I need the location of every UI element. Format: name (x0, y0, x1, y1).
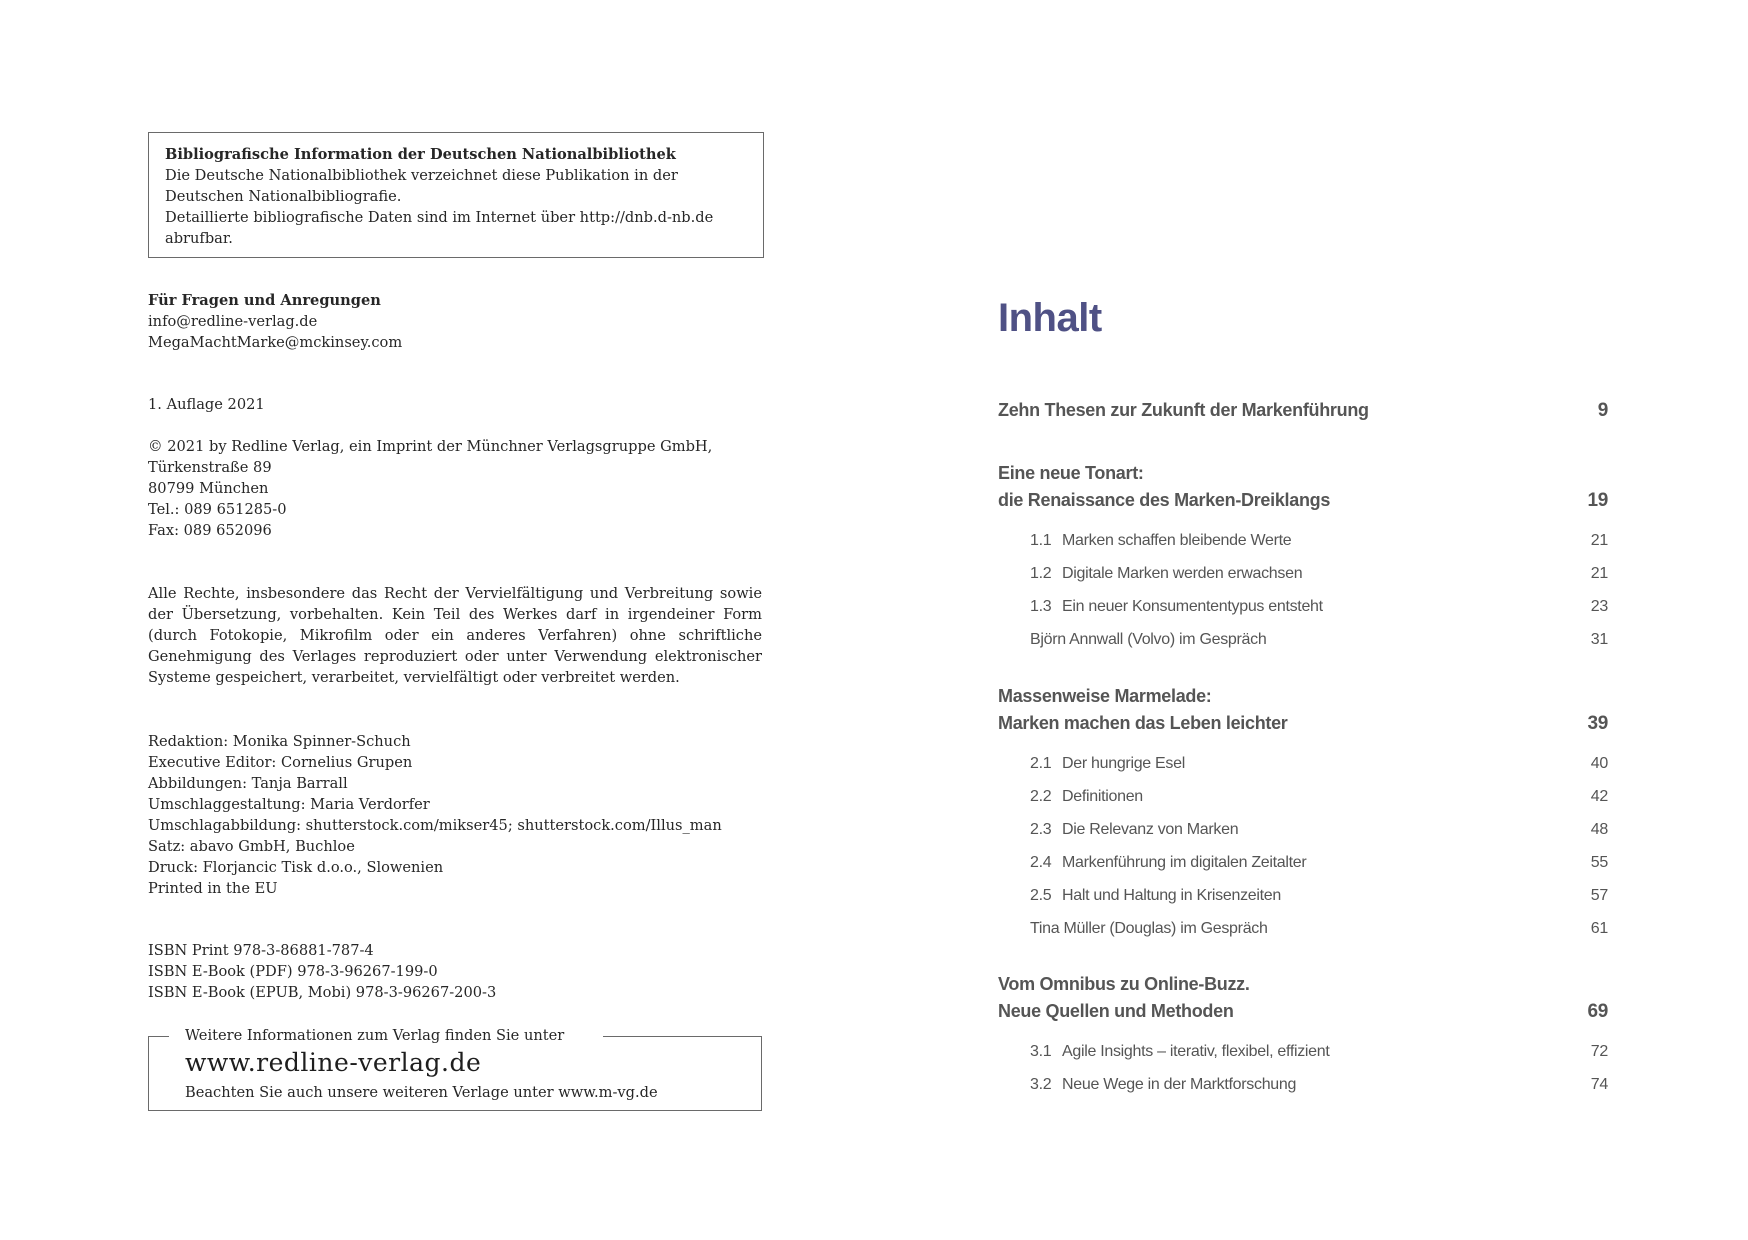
credit-line: Printed in the EU (148, 880, 278, 897)
credit-line: Redaktion: Monika Spinner-Schuch (148, 733, 411, 750)
entry-title: Ein neuer Konsumententypus entsteht (1062, 598, 1323, 615)
chapter-title: Marken machen das Leben leichter (998, 713, 1288, 733)
toc-entry[interactable] (1030, 1074, 1608, 1096)
entry-number: 2.4 (1030, 854, 1052, 871)
chapter-page-number: 69 (1587, 1001, 1608, 1022)
biblio-line: abrufbar. (165, 230, 233, 247)
entry-title: Agile Insights – iterativ, flexibel, effizient (1062, 1043, 1330, 1060)
entry-page-number: 55 (1590, 854, 1608, 871)
address-line: 80799 München (148, 480, 269, 497)
entry-title: Die Relevanz von Marken (1062, 821, 1239, 838)
contact-email: MegaMachtMarke@mckinsey.com (148, 334, 403, 351)
toc-entry[interactable] (1030, 596, 1608, 618)
edition-line: 1. Auflage 2021 (148, 396, 265, 413)
toc-entry[interactable] (1030, 852, 1608, 874)
rights-text: Alle Rechte, insbesondere das Recht der Vervielfältigung und Verbreitung sowie der Übersetzung, vorbehalten. Kein Teil des Werkes darf in irgendeiner Form (durch Fotokopie, Mikrofilm oder ein anderes Verfahren) ohne schriftliche Genehmigung des Verlages reproduziert oder unter Verwendung elektronischer Systeme gespeichert, verarbeitet, vervielfältigt oder verbreitet werden. (148, 585, 762, 686)
entry-number: 1.1 (1030, 532, 1052, 549)
credits-block (148, 731, 762, 899)
isbn-line: ISBN Print 978-3-86881-787-4 (148, 942, 374, 959)
toc-chapter[interactable] (998, 971, 1608, 1025)
entry-number: 2.2 (1030, 788, 1052, 805)
credit-line: Executive Editor: Cornelius Grupen (148, 754, 413, 771)
publisher-info-box (148, 1027, 762, 1111)
biblio-line: Die Deutsche Nationalbibliothek verzeichnet diese Publikation in der (165, 167, 678, 184)
entry-page-number: 74 (1590, 1076, 1608, 1093)
chapter-title: Massenweise Marmelade: (998, 686, 1212, 706)
credit-line: Satz: abavo GmbH, Buchloe (148, 838, 355, 855)
entry-title: Digitale Marken werden erwachsen (1062, 565, 1303, 582)
entry-number: 3.1 (1030, 1043, 1052, 1060)
bibliographic-info-box (148, 132, 764, 258)
chapter-title: Zehn Thesen zur Zukunft der Markenführung (998, 400, 1369, 420)
contact-heading: Für Fragen und Anregungen (148, 292, 381, 309)
credit-line: Druck: Florjancic Tisk d.o.o., Slowenien (148, 859, 444, 876)
entry-number: 2.3 (1030, 821, 1052, 838)
chapter-page-number: 19 (1587, 490, 1608, 511)
entry-page-number: 72 (1590, 1043, 1608, 1060)
chapter-title: Vom Omnibus zu Online-Buzz. (998, 974, 1250, 994)
entry-page-number: 31 (1590, 631, 1608, 648)
toc-title: Inhalt (998, 296, 1102, 340)
rights-paragraph (148, 583, 762, 688)
address-line: Türkenstraße 89 (148, 459, 272, 476)
toc-entry[interactable] (1030, 753, 1608, 775)
entry-page-number: 42 (1590, 788, 1608, 805)
biblio-line: Detaillierte bibliografische Daten sind im Internet über http://dnb.d-nb.de (165, 209, 714, 226)
chapter-page-number: 9 (1597, 400, 1608, 421)
credit-line: Abbildungen: Tanja Barrall (148, 775, 348, 792)
toc-entry[interactable] (1030, 918, 1608, 940)
toc-entry[interactable] (1030, 629, 1608, 651)
box-border (149, 1036, 169, 1037)
chapter-title: die Renaissance des Marken-Dreiklangs (998, 490, 1331, 510)
box-border (603, 1036, 761, 1037)
imprint-page (148, 0, 762, 1240)
isbn-block (148, 940, 762, 1003)
toc-chapter[interactable] (998, 460, 1608, 514)
toc-entry[interactable] (1030, 786, 1608, 808)
entry-page-number: 48 (1590, 821, 1608, 838)
contact-block (148, 290, 762, 353)
biblio-line: Deutschen Nationalbibliografie. (165, 188, 402, 205)
entry-number: 3.2 (1030, 1076, 1052, 1093)
address-line: Fax: 089 652096 (148, 522, 272, 539)
toc-chapter[interactable] (998, 397, 1608, 424)
entry-number: 2.5 (1030, 887, 1052, 904)
info-note: Beachten Sie auch unsere weiteren Verlage unter www.m-vg.de (185, 1084, 658, 1101)
credit-line: Umschlagabbildung: shutterstock.com/mikser45; shutterstock.com/Illus_man (148, 817, 722, 834)
entry-number: 1.3 (1030, 598, 1052, 615)
entry-title: Halt und Haltung in Krisenzeiten (1062, 887, 1281, 904)
entry-title: Der hungrige Esel (1062, 755, 1185, 772)
chapter-title: Eine neue Tonart: (998, 463, 1144, 483)
toc-chapter[interactable] (998, 683, 1608, 737)
entry-page-number: 57 (1590, 887, 1608, 904)
biblio-heading: Bibliografische Information der Deutschen Nationalbibliothek (165, 146, 676, 163)
entry-title: Björn Annwall (Volvo) im Gespräch (1030, 631, 1267, 648)
toc-entry[interactable] (1030, 885, 1608, 907)
toc-entry[interactable] (1030, 530, 1608, 552)
entry-title: Neue Wege in der Marktforschung (1062, 1076, 1297, 1093)
entry-page-number: 61 (1590, 920, 1608, 937)
entry-title: Marken schaffen bleibende Werte (1062, 532, 1292, 549)
chapter-page-number: 39 (1587, 713, 1608, 734)
toc-entry[interactable] (1030, 563, 1608, 585)
contact-email: info@redline-verlag.de (148, 313, 318, 330)
publisher-address (148, 436, 762, 541)
toc-entry[interactable] (1030, 1041, 1608, 1063)
info-legend: Weitere Informationen zum Verlag finden Sie unter (185, 1027, 565, 1044)
chapter-title: Neue Quellen und Methoden (998, 1001, 1234, 1021)
isbn-line: ISBN E-Book (PDF) 978-3-96267-199-0 (148, 963, 438, 980)
publisher-website-link[interactable]: www.redline-verlag.de (185, 1048, 482, 1077)
credit-line: Umschlaggestaltung: Maria Verdorfer (148, 796, 430, 813)
toc-entry[interactable] (1030, 819, 1608, 841)
entry-page-number: 23 (1590, 598, 1608, 615)
entry-title: Markenführung im digitalen Zeitalter (1062, 854, 1307, 871)
table-of-contents-page (998, 0, 1608, 1240)
entry-page-number: 21 (1590, 565, 1608, 582)
entry-page-number: 21 (1590, 532, 1608, 549)
address-line: © 2021 by Redline Verlag, ein Imprint der Münchner Verlagsgruppe GmbH, (148, 438, 713, 455)
entry-title: Tina Müller (Douglas) im Gespräch (1030, 920, 1268, 937)
entry-number: 2.1 (1030, 755, 1052, 772)
address-line: Tel.: 089 651285-0 (148, 501, 287, 518)
entry-page-number: 40 (1590, 755, 1608, 772)
entry-number: 1.2 (1030, 565, 1052, 582)
entry-title: Definitionen (1062, 788, 1143, 805)
isbn-line: ISBN E-Book (EPUB, Mobi) 978-3-96267-200-3 (148, 984, 497, 1001)
